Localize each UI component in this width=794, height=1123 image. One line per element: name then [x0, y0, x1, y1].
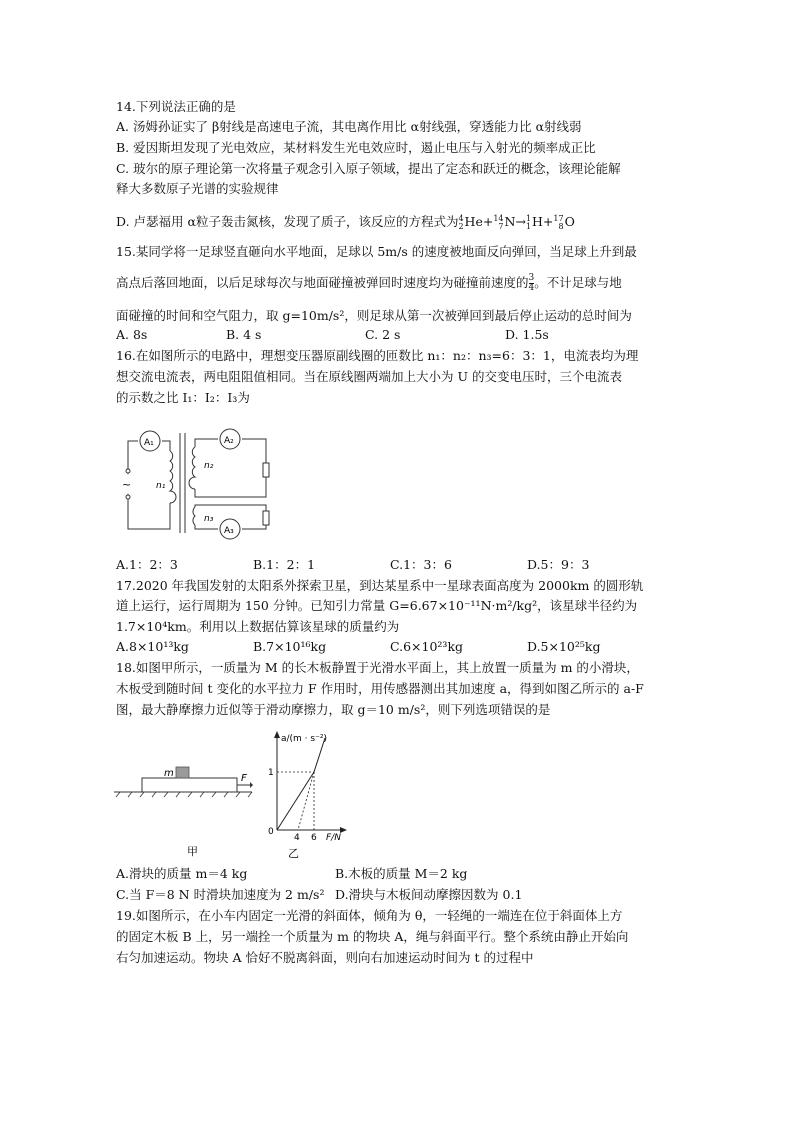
coil-n1-label: n₁ — [156, 481, 166, 491]
coil-n3-label: n₃ — [204, 514, 214, 524]
x-axis-label: F/N — [326, 833, 341, 843]
q18-options-row1 — [116, 866, 676, 882]
q15-line1: 15.某同学将一足球竖直砸向水平地面，足球以 5m/s 的速度被地面反向弹回，当足球上升到最 — [116, 244, 637, 259]
q14-option-c-line1: C. 玻尔的原子理论第一次将量子观念引入原子领域，提出了定态和跃迁的概念，该理论能解 — [116, 161, 621, 176]
q16-option-d: D.5：9：3 — [527, 557, 590, 572]
q17-line2: 道上运行，运行周期为 150 分钟。已知引力常量 G=6.67×10⁻¹¹N·m²/kg²，该星球半径约为 — [116, 598, 638, 613]
q15-option-a: A. 8s — [116, 327, 148, 342]
force-f-label: F — [241, 773, 247, 784]
o-symbol: O — [564, 214, 575, 229]
q16-line2: 想交流电流表，两电阻阻值相同。当在原线圈两端加上大小为 U 的交变电压时，三个电流表 — [116, 369, 622, 384]
q15-option-d: D. 1.5s — [505, 327, 549, 342]
figure-jia-caption: 甲 — [187, 845, 198, 858]
q15-fraction: $\frac{3}{4}$ — [528, 273, 535, 293]
q15-option-c: C. 2 s — [365, 327, 401, 342]
q18-line2: 木板受到随时间 t 变化的水平拉力 F 作用时，用传感器测出其加速度 a，得到如图乙所示的 a-F — [116, 681, 644, 696]
q17-option-c: C.6×10²³kg — [390, 639, 464, 654]
q18-option-a: A.滑块的质量 m＝4 kg — [116, 866, 248, 881]
x-tick-6: 6 — [311, 833, 317, 843]
q14-option-c-line2: 释大多数原子光谱的实验规律 — [116, 181, 279, 196]
q14-option-d — [116, 214, 575, 231]
q17-option-b: B.7×10¹⁶kg — [253, 639, 327, 654]
he-symbol: He+ — [464, 214, 494, 229]
q16-options — [116, 557, 676, 573]
figure-yi-caption: 乙 — [288, 847, 299, 860]
x-tick-4: 4 — [294, 833, 300, 843]
o-nuclide: 17 8 — [553, 213, 564, 231]
y-axis-label: a/(m · s⁻²) — [281, 734, 327, 744]
q18-line1: 18.如图甲所示，一质量为 M 的长木板静置于光滑水平面上，其上放置一质量为 m 的小滑块， — [116, 660, 639, 675]
q15-option-b: B. 4 s — [226, 327, 262, 342]
coil-n2-label: n₂ — [204, 461, 214, 471]
q17-option-a: A.8×10¹³kg — [116, 639, 189, 654]
q14-option-b: B. 爱因斯坦发现了光电效应，某材料发生光电效应时，遏止电压与入射光的频率成正比 — [116, 140, 596, 155]
n-symbol: N→ — [504, 214, 526, 229]
q16-option-b: B.1：2：1 — [253, 557, 316, 572]
q15-line2 — [116, 274, 622, 293]
h-symbol: H+ — [532, 214, 554, 229]
q16-option-a: A.1：2：3 — [116, 557, 178, 572]
ac-source-symbol: ~ — [122, 478, 132, 491]
q19-line2: 的固定木板 B 上，另一端拴一个质量为 m 的物块 A，绳与斜面平行。整个系统由静止开始向 — [116, 929, 629, 944]
q18-line3: 图，最大静摩擦力近似等于滑动摩擦力，取 g＝10 m/s²，则下列选项错误的是 — [116, 702, 551, 717]
y-tick-1: 1 — [268, 768, 274, 778]
figure-jia-board-block — [112, 758, 254, 862]
q19-line3: 右匀加速运动。物块 A 恰好不脱离斜面，则向右加速运动时间为 t 的过程中 — [116, 950, 534, 965]
q17-options — [116, 639, 676, 655]
figure-yi-a-f-graph — [262, 730, 354, 862]
q18-option-b: B.木板的质量 M＝2 kg — [335, 866, 468, 881]
q16-line3: 的示数之比 I₁：I₂：I₃为 — [116, 390, 250, 405]
q15-line3: 面碰撞的时间和空气阻力，取 g=10m/s²，则足球从第一次被弹回到最后停止运动的总时间为 — [116, 308, 632, 323]
h-nuclide: 1 1 — [525, 213, 532, 231]
ammeter-a3-label: A₃ — [224, 526, 234, 536]
n-nuclide: 14 7 — [493, 213, 504, 231]
q19-line1: 19.如图所示，在小车内固定一光滑的斜面体，倾角为 θ，一轻绳的一端连在位于斜面体上方 — [116, 908, 623, 923]
q15-line2-tail: 。不计足球与地 — [534, 275, 622, 290]
q18-option-d: D.滑块与木板间动摩擦因数为 0.1 — [335, 887, 523, 902]
q14-option-d-text: D. 卢瑟福用 α粒子轰击氮核，发现了质子，该反应的方程式为 — [116, 214, 459, 229]
graph-solid-segment-1 — [277, 772, 314, 830]
origin-label: 0 — [268, 827, 274, 837]
q16-line1: 16.在如图所示的电路中，理想变压器原副线圈的匝数比 n₁：n₂：n₃=6：3：1，电流表均为理 — [116, 348, 639, 363]
q17-line1: 17.2020 年我国发射的太阳系外探索卫星，到达某星系中一星球表面高度为 2000km 的圆形轨 — [116, 578, 644, 593]
q18-options-row2 — [116, 887, 676, 903]
q14-option-a: A. 汤姆孙证实了 β射线是高速电子流，其电离作用比 α射线强，穿透能力比 α射线弱 — [116, 119, 582, 134]
q15-line2-text: 高点后落回地面，以后足球每次与地面碰撞被弹回时速度均为碰撞前速度的 — [116, 275, 529, 290]
transformer-circuit-diagram — [118, 425, 280, 541]
q14-stem: 14.下列说法正确的是 — [116, 99, 236, 114]
ammeter-a2-label: A₂ — [224, 436, 234, 446]
q18-option-c: C.当 F＝8 N 时滑块加速度为 2 m/s² — [116, 887, 325, 902]
he-nuclide: 4 2 — [458, 213, 464, 231]
q16-option-c: C.1：3：6 — [390, 557, 452, 572]
q17-option-d: D.5×10²⁵kg — [527, 639, 601, 654]
q17-line3: 1.7×10⁴km。利用以上数据估算该星球的质量约为 — [116, 619, 400, 634]
block-mass-label: m — [164, 768, 174, 779]
ammeter-a1-label: A₁ — [144, 438, 154, 448]
q15-options — [116, 327, 676, 343]
